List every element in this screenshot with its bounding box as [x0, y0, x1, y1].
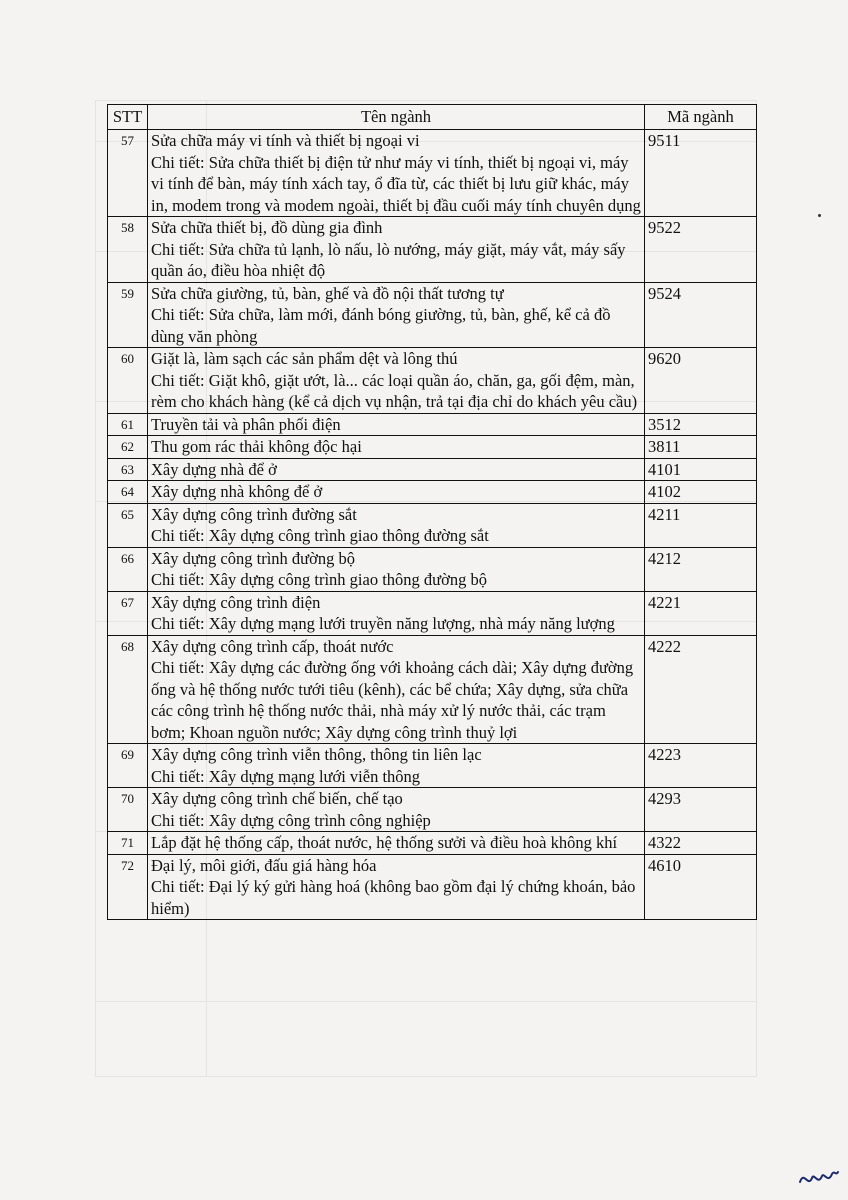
table-row	[108, 591, 757, 635]
row-number: 62	[108, 436, 148, 459]
row-name-cell	[148, 635, 645, 744]
business-line-detail: Chi tiết: Sửa chữa thiết bị điện tử như máy vi tính, thiết bị ngoại vi, máy vi tính để bàn, máy tính xách tay, ổ đĩa từ, các thiết bị lưu giữ khác, máy in, modem trong và modem ngoài, thiết bị đầu cuối máy tính chuyên dụng	[151, 152, 641, 215]
business-line-code: 4101	[645, 458, 757, 481]
business-line-code: 3811	[645, 436, 757, 459]
table-row	[108, 282, 757, 348]
business-line-code: 4223	[645, 744, 757, 788]
row-name-cell	[148, 282, 645, 348]
business-line-detail: Chi tiết: Xây dựng công trình công nghiệp	[151, 810, 431, 830]
row-name-cell	[148, 591, 645, 635]
row-name-cell	[148, 832, 645, 855]
table-row	[108, 458, 757, 481]
business-line-title: Xây dựng công trình cấp, thoát nước	[151, 636, 394, 656]
row-name-cell	[148, 436, 645, 459]
row-number: 60	[108, 348, 148, 414]
business-line-title: Thu gom rác thải không độc hại	[151, 437, 362, 456]
business-line-detail: Chi tiết: Xây dựng công trình giao thông đường sắt	[151, 526, 489, 545]
table-row	[108, 788, 757, 832]
business-line-code: 4293	[645, 788, 757, 832]
business-line-detail: Chi tiết: Sửa chữa, làm mới, đánh bóng giường, tủ, bàn, ghế, kể cả đồ dùng văn phòng	[151, 305, 611, 346]
table-row	[108, 481, 757, 504]
business-line-code: 4211	[645, 503, 757, 547]
row-name-cell	[148, 458, 645, 481]
row-number: 67	[108, 591, 148, 635]
business-line-code: 4221	[645, 591, 757, 635]
signature-icon	[796, 1162, 840, 1190]
row-name-cell	[148, 547, 645, 591]
business-line-code: 4102	[645, 481, 757, 504]
row-name-cell	[148, 744, 645, 788]
header-code: Mã ngành	[645, 105, 757, 130]
row-name-cell	[148, 130, 645, 217]
scan-speck	[818, 214, 821, 217]
business-line-title: Xây dựng công trình điện	[151, 592, 321, 612]
row-number: 63	[108, 458, 148, 481]
business-line-title: Truyền tải và phân phối điện	[151, 414, 341, 434]
row-number: 65	[108, 503, 148, 547]
business-line-code: 4322	[645, 832, 757, 855]
table-row	[108, 635, 757, 744]
row-name-cell	[148, 348, 645, 414]
business-line-title: Lắp đặt hệ thống cấp, thoát nước, hệ thống sưởi và điều hoà không khí	[151, 833, 618, 852]
table-row	[108, 547, 757, 591]
business-line-detail: Chi tiết: Xây dựng mạng lưới viễn thông	[151, 766, 421, 786]
business-line-detail: Chi tiết: Sửa chữa tủ lạnh, lò nấu, lò nướng, máy giặt, máy vắt, máy sấy quần áo, điều hòa nhiệt độ	[151, 239, 626, 280]
row-number: 71	[108, 832, 148, 855]
table-row	[108, 217, 757, 283]
table-row	[108, 503, 757, 547]
row-name-cell	[148, 217, 645, 283]
business-line-title: Xây dựng công trình đường bộ	[151, 548, 355, 568]
row-number: 59	[108, 282, 148, 348]
table-row	[108, 413, 757, 436]
business-line-title: Sửa chữa giường, tủ, bàn, ghế và đồ nội thất tương tự	[151, 283, 504, 303]
business-line-detail: Chi tiết: Đại lý ký gửi hàng hoá (không bao gồm đại lý chứng khoán, bảo hiểm)	[151, 877, 636, 918]
business-line-code: 4610	[645, 854, 757, 920]
business-line-code: 9620	[645, 348, 757, 414]
business-line-title: Giặt là, làm sạch các sản phẩm dệt và lông thú	[151, 349, 458, 368]
business-line-code: 4212	[645, 547, 757, 591]
business-line-detail: Chi tiết: Giặt khô, giặt ướt, là... các loại quần áo, chăn, ga, gối đệm, màn, rèm cho khách hàng (kể cả dịch vụ nhận, trả tại địa chỉ do khách yêu cầu)	[151, 370, 638, 411]
table-row	[108, 832, 757, 855]
row-number: 70	[108, 788, 148, 832]
business-line-code: 9522	[645, 217, 757, 283]
business-line-detail: Chi tiết: Xây dựng công trình giao thông đường bộ	[151, 570, 487, 589]
business-line-code: 9511	[645, 130, 757, 217]
table-header-row	[108, 105, 757, 130]
row-number: 68	[108, 635, 148, 744]
business-line-code: 3512	[645, 413, 757, 436]
table-row	[108, 348, 757, 414]
header-name: Tên ngành	[148, 105, 645, 130]
row-number: 66	[108, 547, 148, 591]
row-number: 61	[108, 413, 148, 436]
business-line-code: 9524	[645, 282, 757, 348]
business-line-title: Xây dựng nhà để ở	[151, 459, 277, 479]
business-line-title: Xây dựng công trình viễn thông, thông tin liên lạc	[151, 745, 482, 764]
row-number: 69	[108, 744, 148, 788]
business-line-detail: Chi tiết: Xây dựng các đường ống với khoảng cách dài; Xây dựng đường ống và hệ thống nước tưới tiêu (kênh), các bể chứa; Xây dựng, sửa chữa các công trình hệ thống nước thải, nhà máy xử lý nước thải, các trạm bơm; Khoan nguồn nước; Xây dựng công trình thuỷ lợi	[151, 658, 634, 742]
table-row	[108, 130, 757, 217]
row-name-cell	[148, 481, 645, 504]
row-name-cell	[148, 788, 645, 832]
business-line-title: Sửa chữa thiết bị, đồ dùng gia đình	[151, 218, 383, 237]
table-row	[108, 744, 757, 788]
business-line-title: Xây dựng công trình chế biến, chế tạo	[151, 789, 403, 808]
row-name-cell	[148, 413, 645, 436]
business-line-detail: Chi tiết: Xây dựng mạng lưới truyền năng lượng, nhà máy năng lượng	[151, 614, 615, 633]
business-lines-table	[107, 104, 757, 920]
table-row	[108, 436, 757, 459]
row-name-cell	[148, 854, 645, 920]
row-number: 64	[108, 481, 148, 504]
header-stt: STT	[108, 105, 148, 130]
row-number: 72	[108, 854, 148, 920]
business-line-title: Xây dựng nhà không để ở	[151, 482, 323, 501]
business-line-title: Sửa chữa máy vi tính và thiết bị ngoại vi	[151, 131, 420, 150]
business-line-code: 4222	[645, 635, 757, 744]
table-row	[108, 854, 757, 920]
business-line-title: Đại lý, môi giới, đấu giá hàng hóa	[151, 855, 377, 875]
row-name-cell	[148, 503, 645, 547]
row-number: 58	[108, 217, 148, 283]
row-number: 57	[108, 130, 148, 217]
business-line-title: Xây dựng công trình đường sắt	[151, 504, 357, 524]
